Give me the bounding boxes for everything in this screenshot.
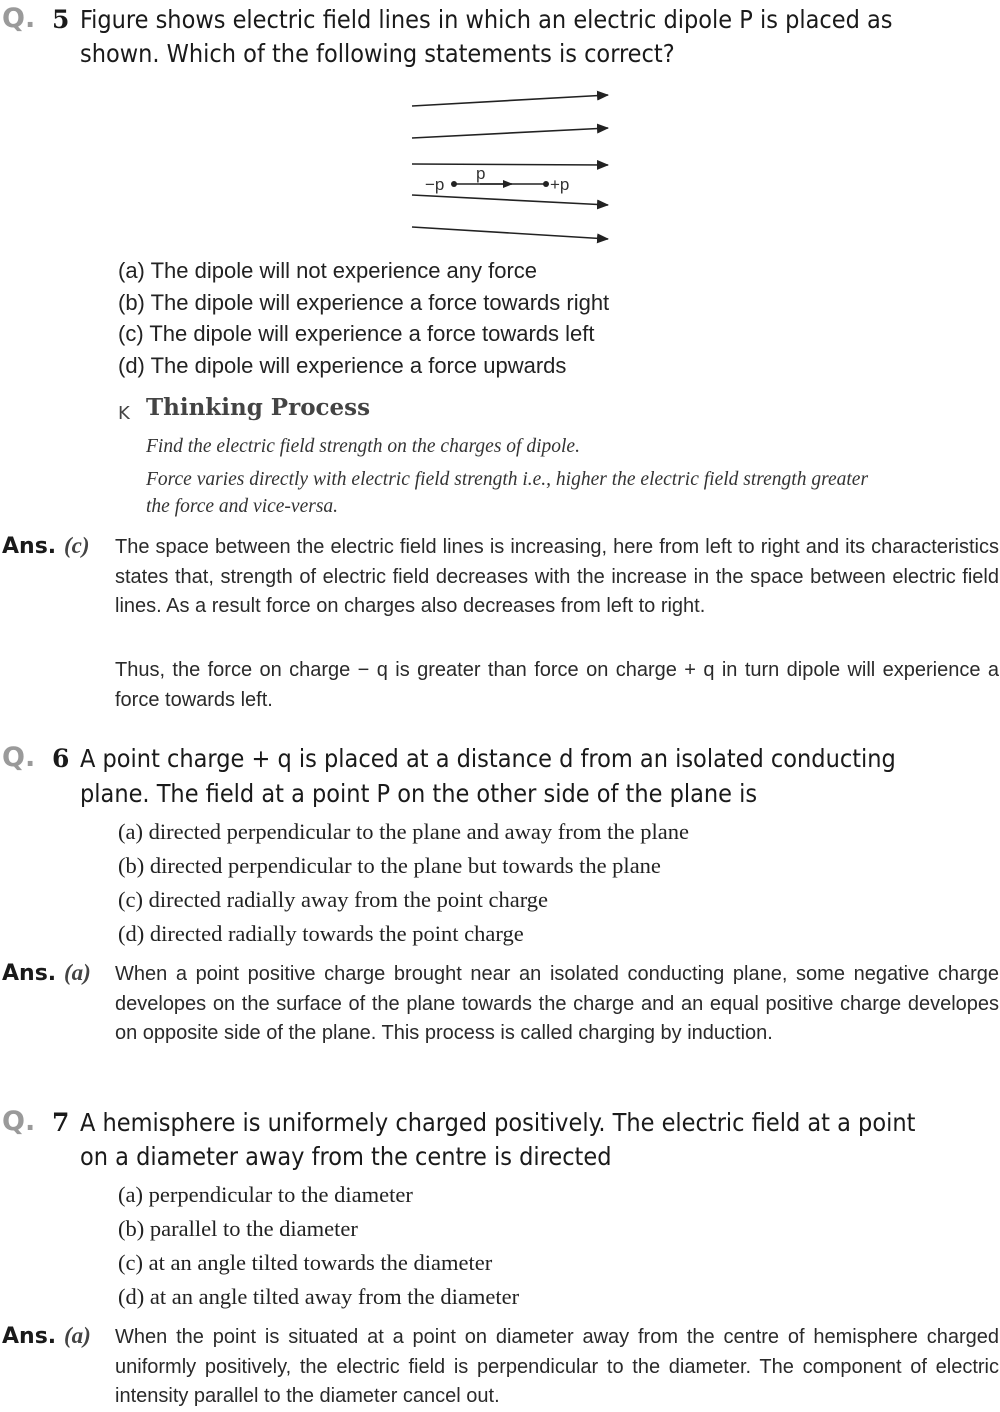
option-c: (c) directed radially away from the point charge <box>118 887 549 912</box>
option-c: (c) at an angle tilted towards the diameter <box>118 1250 493 1275</box>
answer-paragraph-1: When a point positive charge brought near an isolated conducting plane, some negative charge developes on the surface of the plane towards the charge and an equal positive charge developes on opposite side of the plane. This process is called charging by induction. <box>115 963 999 1044</box>
question-text-line2: plane. The field at a point P on the other side of the plane is <box>80 779 758 808</box>
field-line-4 <box>412 195 608 205</box>
neg-charge-label: −p <box>425 175 445 194</box>
question-text-line1: A point charge + q is placed at a distance d from an isolated conducting <box>80 744 896 773</box>
option-d: (d) directed radially towards the point charge <box>118 921 524 946</box>
answer-letter: (a) <box>64 960 91 985</box>
dipole-label: p <box>476 164 486 183</box>
option-b: (b) parallel to the diameter <box>118 1216 358 1241</box>
option-d: (d) The dipole will experience a force upwards <box>118 352 567 378</box>
question-number: 6 <box>52 744 70 773</box>
field-line-1 <box>412 95 608 106</box>
option-c: (c) The dipole will experience a force towards left <box>118 321 595 346</box>
answer-paragraph-1: The space between the electric field lines is increasing, here from left to right and its characteristics states that, strength of electric field decreases with the increase in the space between electric field lines. As a result force on charges also decreases from left to right. <box>115 536 999 617</box>
question-mark-icon: Q. <box>2 742 36 773</box>
thinking-heading: Thinking Process <box>146 394 371 421</box>
question-text-line2: on a diameter away from the centre is directed <box>80 1142 612 1171</box>
question-text-line2: shown. Which of the following statements is correct? <box>80 39 675 68</box>
option-list <box>118 815 689 951</box>
thinking-line2: Force varies directly with electric field strength i.e., higher the electric field strength greater <box>146 469 869 490</box>
question-mark-icon: Q. <box>2 3 36 34</box>
answer-paragraph-1: When the point is situated at a point on diameter away from the centre of hemisphere charged uniformly positively, the electric field is perpendicular to the diameter. The component of electric intensity parallel to the diameter cancel out. <box>115 1326 999 1407</box>
answer-label: Ans. <box>2 961 57 986</box>
option-d: (d) at an angle tilted away from the diameter <box>118 1284 520 1309</box>
thinking-line3: the force and vice-versa. <box>146 496 339 517</box>
field-line-3 <box>412 164 608 165</box>
field-lines-figure <box>400 84 620 254</box>
answer-label: Ans. <box>2 534 57 559</box>
field-line-5 <box>412 227 608 239</box>
option-b: (b) The dipole will experience a force towards right <box>118 289 610 315</box>
option-b: (b) directed perpendicular to the plane but towards the plane <box>118 853 661 878</box>
pos-charge-label: +p <box>550 175 570 194</box>
thinking-marker-icon: K <box>118 403 130 424</box>
answer-paragraph-2: Thus, the force on charge − q is greater than force on charge + q in turn dipole will experience a force towards left. <box>115 659 999 711</box>
option-a: (a) directed perpendicular to the plane and away from the plane <box>118 819 689 844</box>
thinking-line1: Find the electric field strength on the charges of dipole. <box>146 436 580 457</box>
question-text-line1: A hemisphere is uniformely charged positively. The electric field at a point <box>80 1108 916 1137</box>
field-line-2 <box>412 128 608 138</box>
option-a: (a) The dipole will not experience any force <box>118 258 538 283</box>
option-a: (a) perpendicular to the diameter <box>118 1182 413 1207</box>
question-text-line1: Figure shows electric field lines in which an electric dipole P is placed as <box>80 5 893 34</box>
option-list <box>118 1178 519 1314</box>
answer-letter: (c) <box>64 533 90 558</box>
option-list <box>118 255 609 381</box>
question-number: 5 <box>52 5 70 34</box>
answer-letter: (a) <box>64 1323 91 1348</box>
question-number: 7 <box>52 1108 70 1137</box>
question-mark-icon: Q. <box>2 1106 36 1137</box>
answer-label: Ans. <box>2 1324 57 1349</box>
